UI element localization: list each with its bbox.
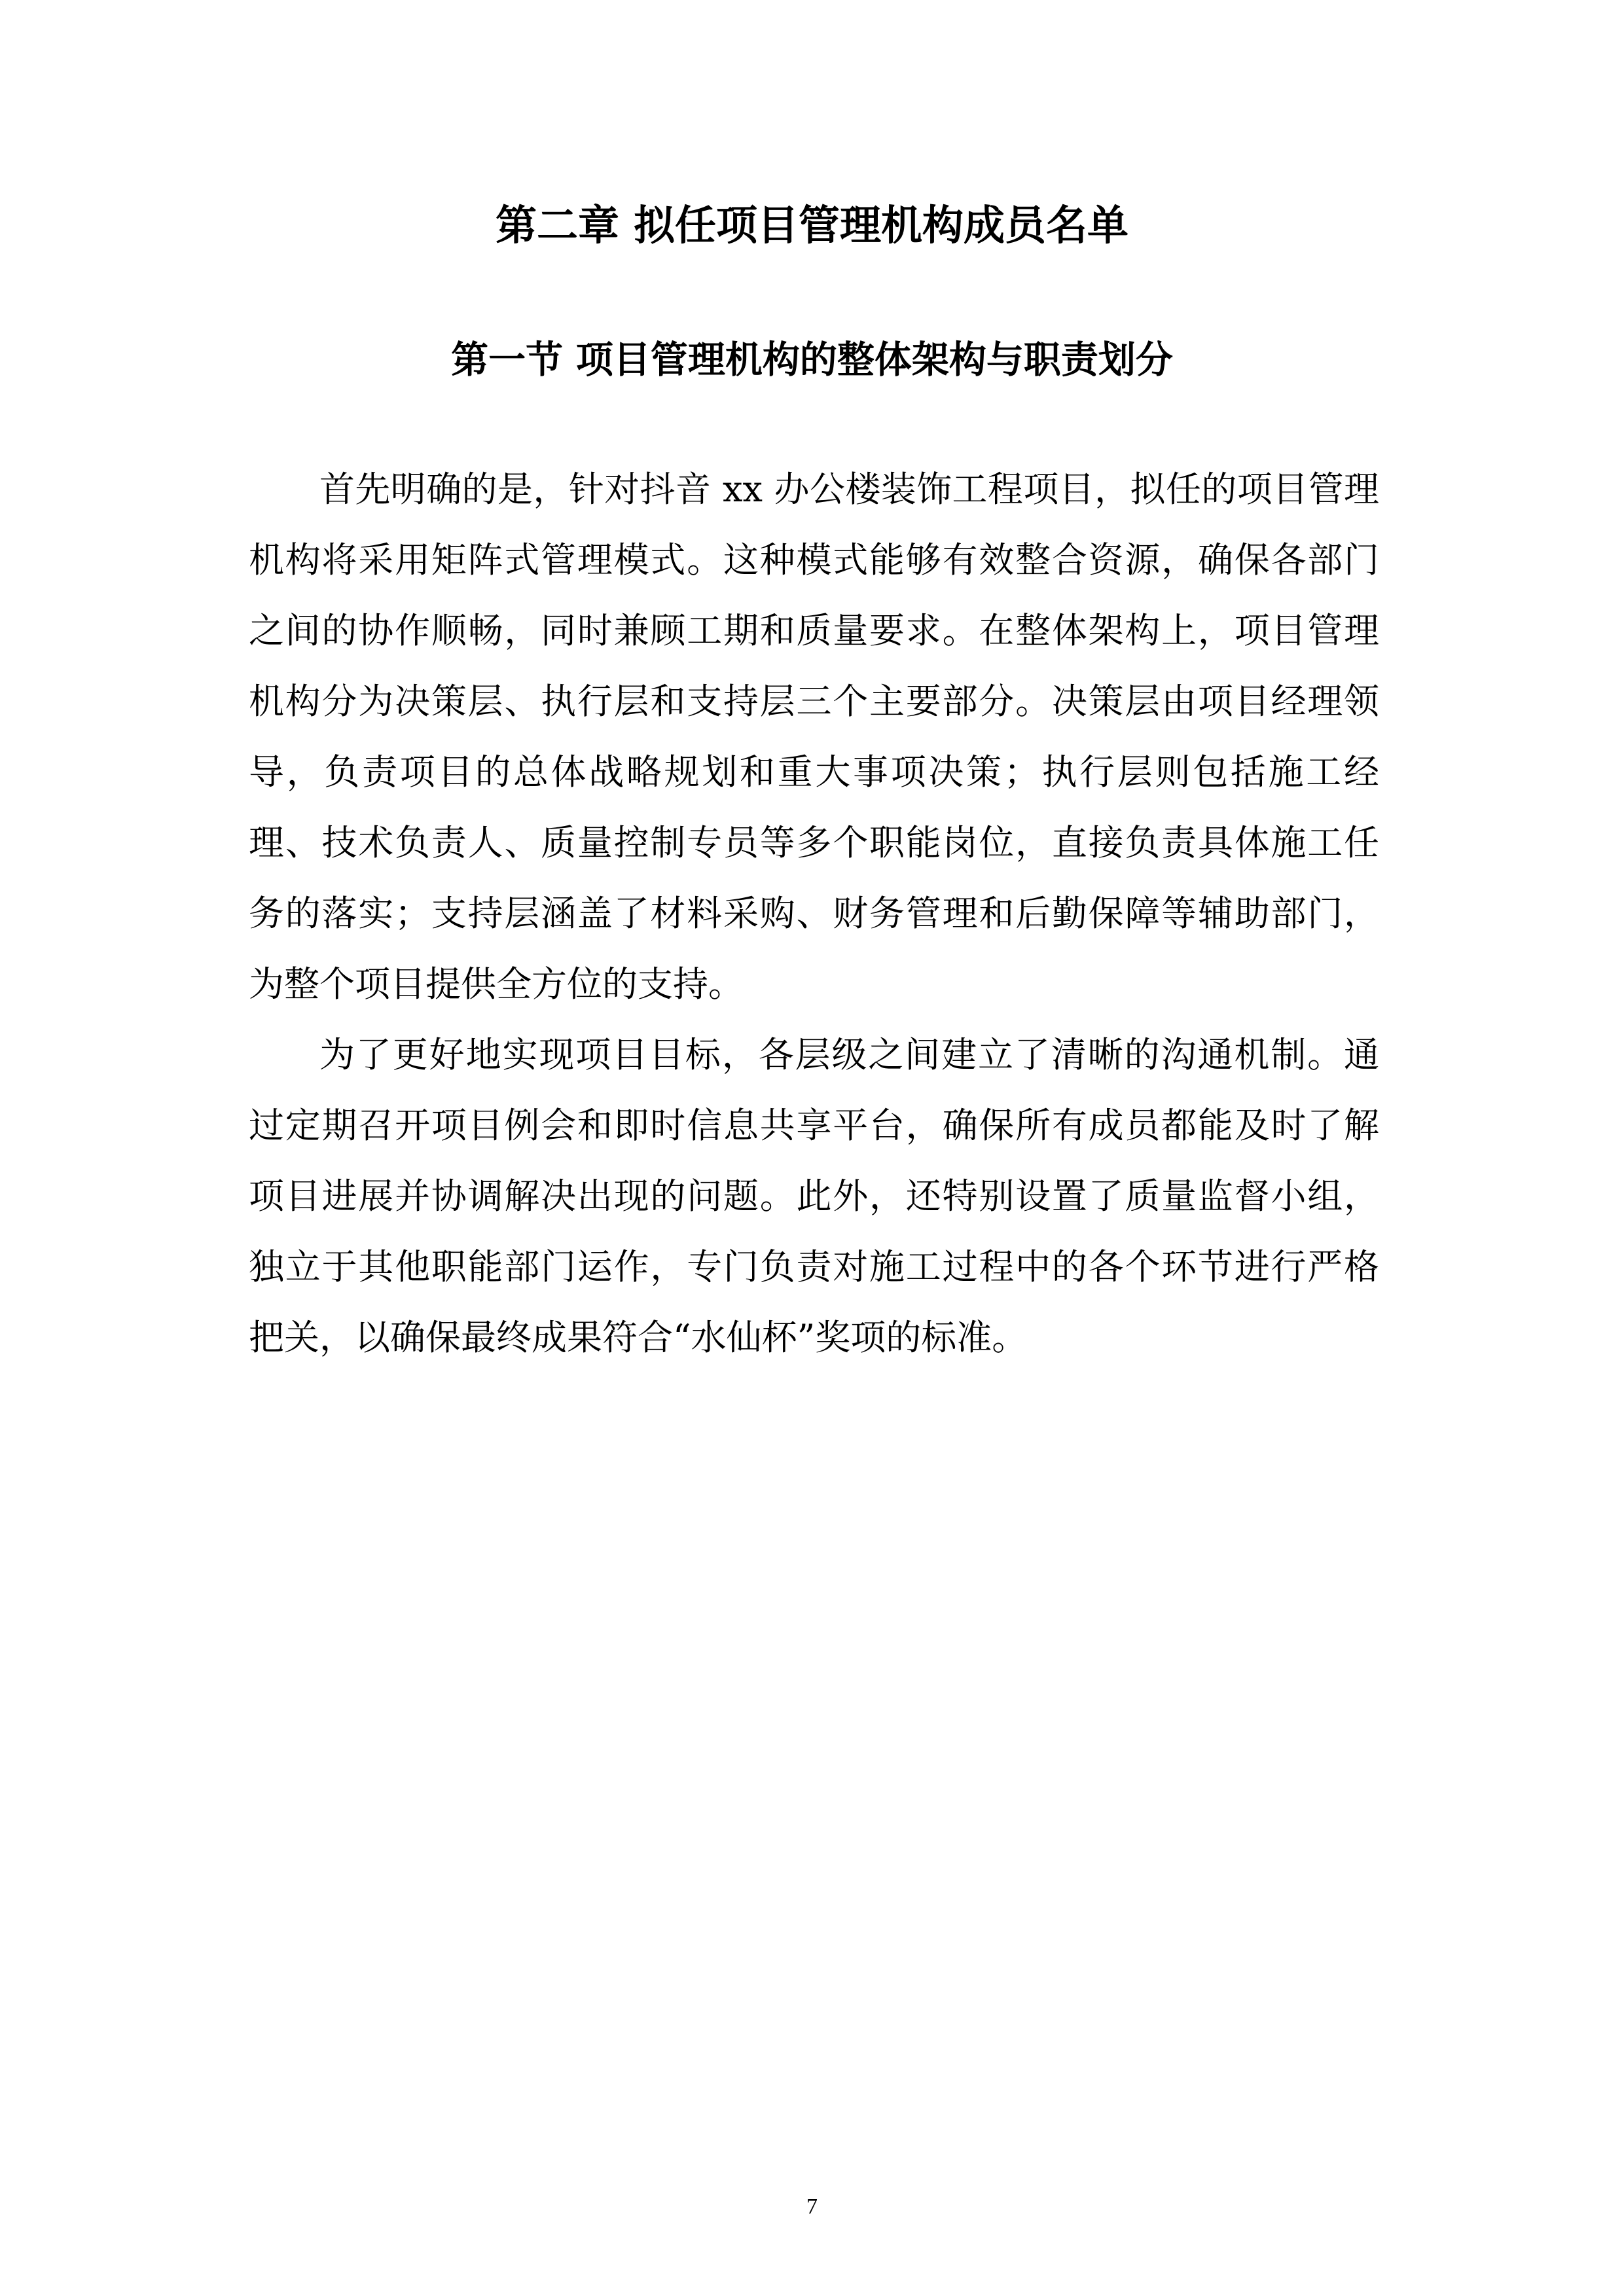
body-text <box>249 454 1379 1373</box>
section-title: 第一节 项目管理机构的整体架构与职责划分 <box>451 338 1173 382</box>
paragraph: 首先明确的是，针对抖音 xx 办公楼装饰工程项目，拟任的项目管理机构将采用矩阵式管理模式。这种模式能够有效整合资源，确保各部门之间的协作顺畅，同时兼顾工期和质量要求。在整体架构上，项目管理机构分为决策层、执行层和支持层三个主要部分。决策层由项目经理领导，负责项目的总体战略规划和重大事项决策；执行层则包括施工经理、技术负责人、质量控制专员等多个职能岗位，直接负责具体施工任务的落实；支持层涵盖了材料采购、财务管理和后勤保障等辅助部门，为整个项目提供全方位的支持。 <box>249 469 1379 1005</box>
paragraph: 为了更好地实现项目目标，各层级之间建立了清晰的沟通机制。通过定期召开项目例会和即时信息共享平台，确保所有成员都能及时了解项目进展并协调解决出现的问题。此外，还特别设置了质量监督小组，独立于其他职能部门运作，专门负责对施工过程中的各个环节进行严格把关，以确保最终成果符合“水仙杯”奖项的标准。 <box>249 1034 1379 1358</box>
page-number: 7 <box>806 2195 818 2219</box>
chapter-title: 第二章 拟任项目管理机构成员名单 <box>496 202 1128 249</box>
